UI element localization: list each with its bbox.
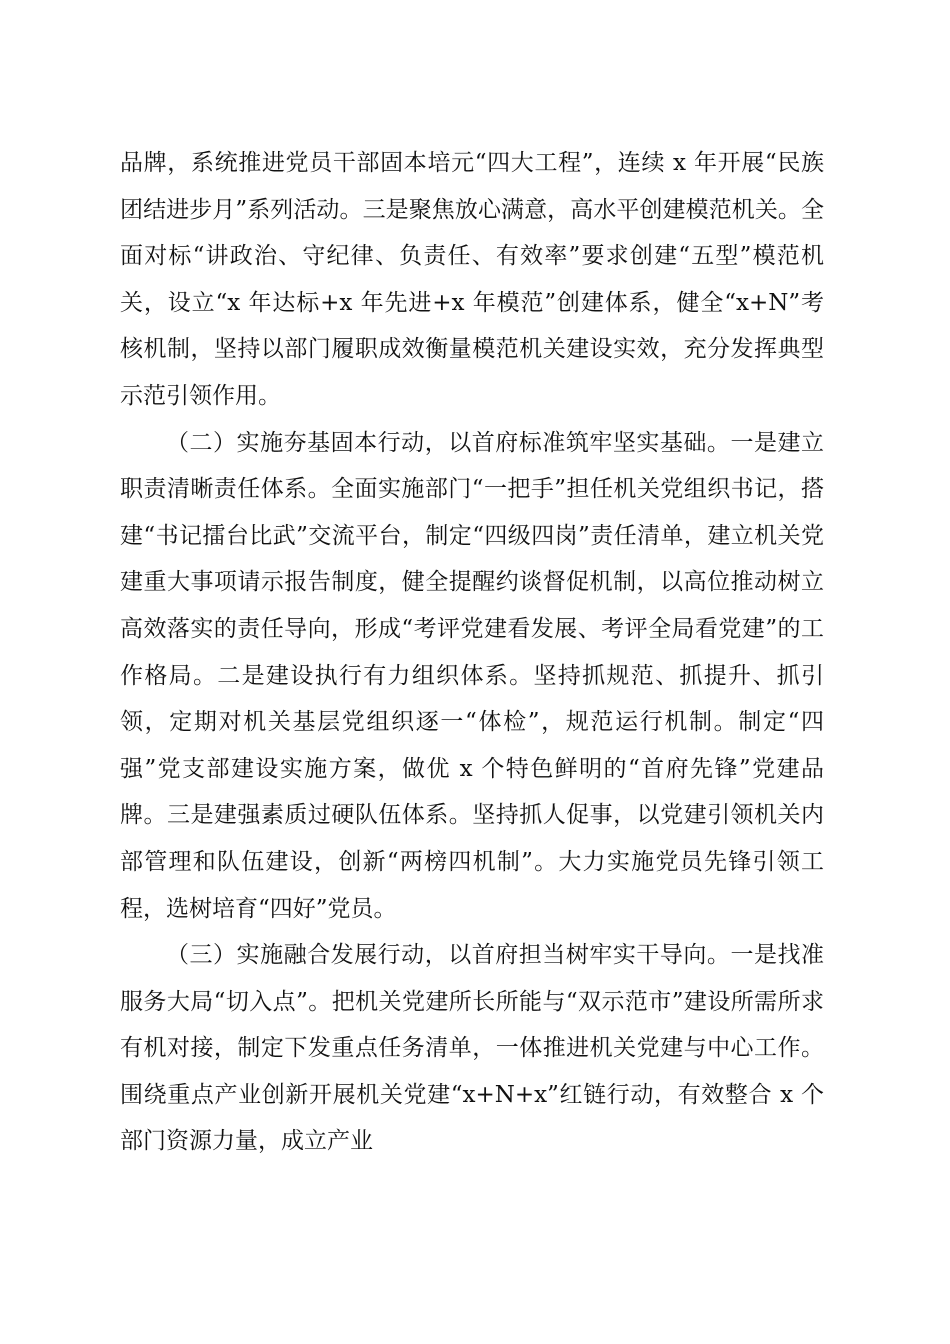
paragraph-section-two: （二）实施夯基固本行动，以首府标准筑牢坚实基础。一是建立职责清晰责任体系。全面实施部门“一把手”担任机关党组织书记，搭建“书记擂台比武”交流平台，制定“四级四岗”责任清单，建立机关党建重大事项请示报告制度，健全提醒约谈督促机制，以高位推动树立高效落实的责任导向，形成“考评党建看发展、考评全局看党建”的工作格局。二是建设执行有力组织体系。坚持抓规范、抓提升、抓引领，定期对机关基层党组织逐一“体检”，规范运行机制。制定“四强”党支部建设实施方案，做优 x 个特色鲜明的“首府先锋”党建品牌。三是建强素质过硬队伍体系。坚持抓人促事，以党建引领机关内部管理和队伍建设，创新“两榜四机制”。大力实施党员先锋引领工程，选树培育“四好”党员。: [120, 429, 824, 922]
document-body: [120, 140, 824, 1165]
paragraph-continuation: 品牌，系统推进党员干部固本培元“四大工程”，连续 x 年开展“民族团结进步月”系列活动。三是聚焦放心满意，高水平创建模范机关。全面对标“讲政治、守纪律、负责任、有效率”要求创建“五型”模范机关，设立“x 年达标+x 年先进+x 年模范”创建体系，健全“x+N”考核机制，坚持以部门履职成效衡量模范机关建设实效，充分发挥典型示范引领作用。: [120, 150, 824, 409]
paragraph-section-three: （三）实施融合发展行动，以首府担当树牢实干导向。一是找准服务大局“切入点”。把机关党建所长所能与“双示范市”建设所需所求有机对接，制定下发重点任务清单，一体推进机关党建与中心工作。围绕重点产业创新开展机关党建“x+N+x”红链行动，有效整合 x 个部门资源力量，成立产业: [120, 942, 824, 1155]
